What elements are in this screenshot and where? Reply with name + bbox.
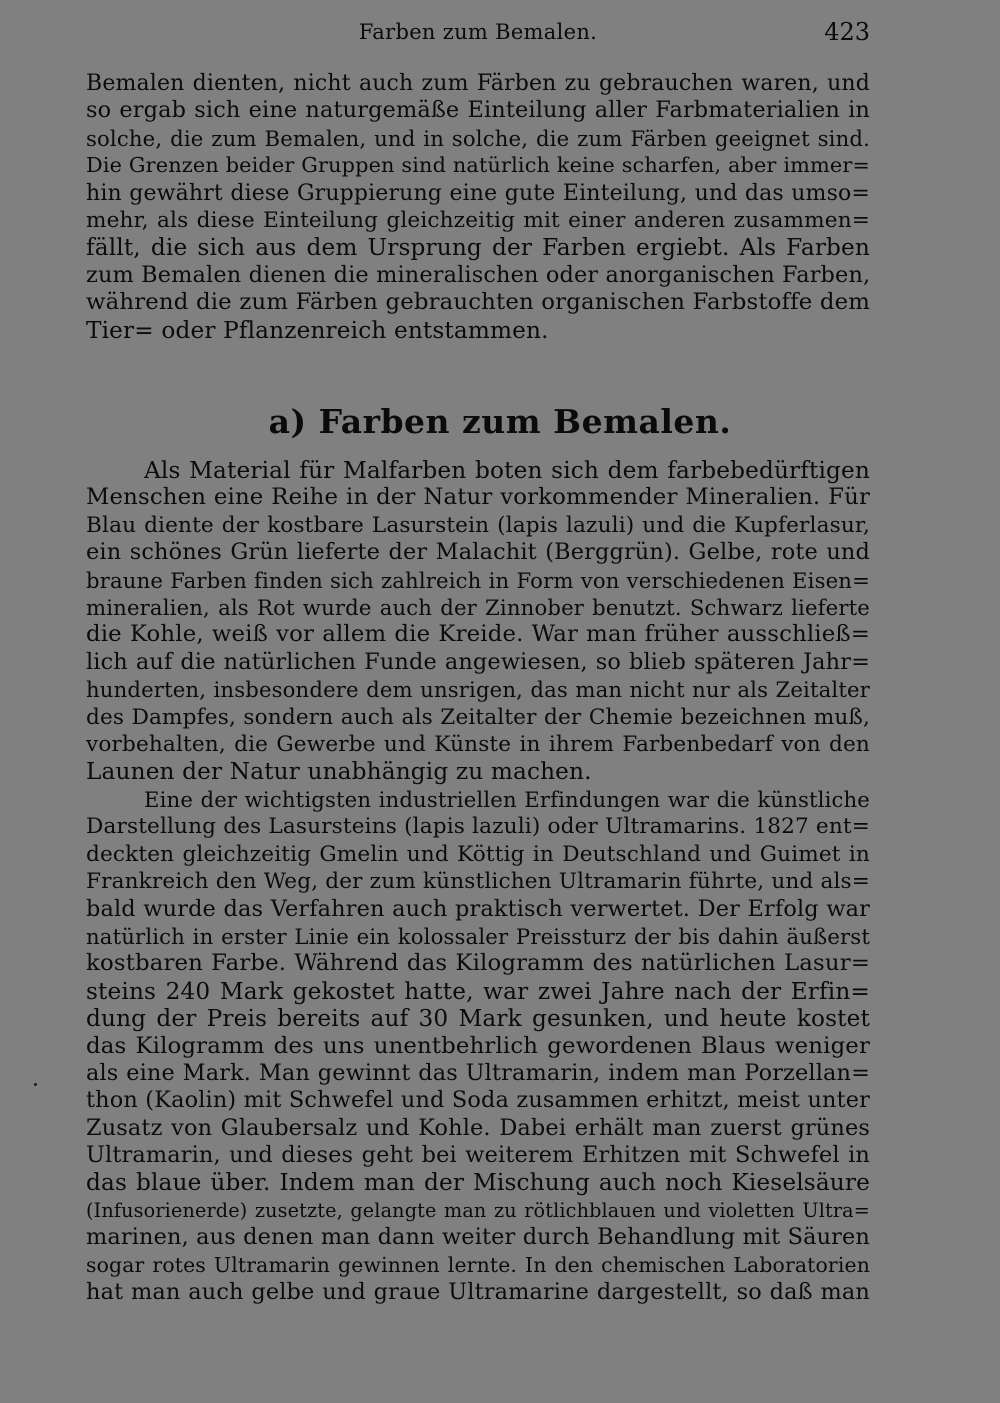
text-line: (Infusorienerde) zusetzte, gelangte man zu rötlichblauen und violetten Ultra= (86, 1198, 870, 1222)
text-line: Bemalen dienten, nicht auch zum Färben zu gebrauchen waren, und (86, 71, 870, 96)
text-line: mineralien, als Rot wurde auch der Zinnober benutzt. Schwarz lieferte (86, 594, 870, 620)
page-number: 423 (824, 18, 870, 46)
text-line: mehr, als diese Einteilung gleichzeitig mit einer anderen zusammen= (86, 207, 870, 233)
text-line: das blaue über. Indem man der Mischung auch noch Kieselsäure (86, 1169, 870, 1197)
text-line: Darstellung des Lasursteins (lapis lazuli) oder Ultramarins. 1827 ent= (86, 814, 870, 840)
paragraph-ultramarine (86, 786, 870, 1306)
text-line: bald wurde das Verfahren auch praktisch verwertet. Der Erfolg war (86, 895, 870, 922)
scan-speck (34, 1083, 37, 1086)
text-line: natürlich in erster Linie ein kolossaler Preissturz der bis dahin äußerst (86, 923, 870, 949)
text-line: fällt, die sich aus dem Ursprung der Farben ergiebt. Als Farben (86, 234, 870, 262)
text-line: dung der Preis bereits auf 30 Mark gesunken, und heute kostet (86, 1005, 870, 1033)
intro-paragraph (86, 70, 870, 344)
text-line: Zusatz von Glaubersalz und Kohle. Dabei erhält man zuerst grünes (86, 1114, 870, 1141)
text-line: thon (Kaolin) mit Schwefel und Soda zusammen erhitzt, meist unter (86, 1087, 870, 1114)
text-line: Als Material für Malfarben boten sich dem farbebedürftigen (144, 457, 870, 484)
text-line: während die zum Färben gebrauchten organischen Farbstoffe dem (86, 289, 870, 316)
text-line: Launen der Natur unabhängig zu machen. (86, 758, 592, 786)
running-head (86, 14, 870, 48)
text-line: deckten gleichzeitig Gmelin und Köttig in Deutschland und Guimet in (86, 841, 870, 867)
text-line: Tier= oder Pflanzenreich entstammen. (86, 316, 549, 344)
text-line: so ergab sich eine naturgemäße Einteilung aller Farbmaterialien in (86, 97, 870, 124)
text-line: Eine der wichtigsten industriellen Erfindungen war die künstliche (144, 787, 870, 812)
section-heading: a) Farben zum Bemalen. (268, 402, 732, 441)
text-line: als eine Mark. Man gewinnt das Ultramarin, indem man Porzellan= (86, 1059, 870, 1086)
text-line: Frankreich den Weg, der zum künstlichen Ultramarin führte, und als= (86, 869, 870, 895)
text-line: Blau diente der kostbare Lasurstein (lapis lazuli) und die Kupferlasur, (86, 512, 870, 538)
text-line: das Kilogramm des uns unentbehrlich gewordenen Blaus weniger (86, 1032, 870, 1059)
text-line: ein schönes Grün lieferte der Malachit (Berggrün). Gelbe, rote und (86, 539, 870, 566)
paragraph-mineral-colors (86, 457, 870, 786)
text-line: sogar rotes Ultramarin gewinnen lernte. In den chemischen Laboratorien (86, 1252, 870, 1277)
text-line: solche, die zum Bemalen, und in solche, die zum Färben geeignet sind. (86, 125, 870, 151)
running-title: Farben zum Bemalen. (358, 20, 598, 44)
text-line: zum Bemalen dienen die mineralischen oder anorganischen Farben, (86, 261, 870, 288)
text-line: hunderten, insbesondere dem unsrigen, das man nicht nur als Zeitalter (86, 677, 870, 703)
text-line: braune Farben finden sich zahlreich in Form von verschiedenen Eisen= (86, 567, 870, 593)
text-line: hat man auch gelbe und graue Ultramarine dargestellt, so daß man (86, 1279, 870, 1306)
text-line: hin gewährt diese Gruppierung eine gute Einteilung, und das umso= (86, 180, 870, 206)
text-line: Menschen eine Reihe in der Natur vorkommender Mineralien. Für (86, 484, 870, 511)
text-line: lich auf die natürlichen Funde angewiesen, so blieb späteren Jahr= (86, 648, 870, 675)
text-line: marinen, aus denen man dann weiter durch Behandlung mit Säuren (86, 1224, 870, 1251)
text-line: kostbaren Farbe. Während das Kilogramm des natürlichen Lasur= (86, 950, 870, 977)
text-line: Ultramarin, und dieses geht bei weiterem Erhitzen mit Schwefel in (86, 1142, 870, 1169)
text-line: des Dampfes, sondern auch als Zeitalter der Chemie bezeichnen muß, (86, 704, 870, 730)
text-line: Die Grenzen beider Gruppen sind natürlich keine scharfen, aber immer= (86, 153, 870, 178)
text-line: die Kohle, weiß vor allem die Kreide. War man früher ausschließ= (86, 621, 870, 648)
text-line: vorbehalten, die Gewerbe und Künste in ihrem Farbenbedarf von den (86, 731, 870, 757)
text-line: steins 240 Mark gekostet hatte, war zwei Jahre nach der Erfin= (86, 977, 870, 1005)
